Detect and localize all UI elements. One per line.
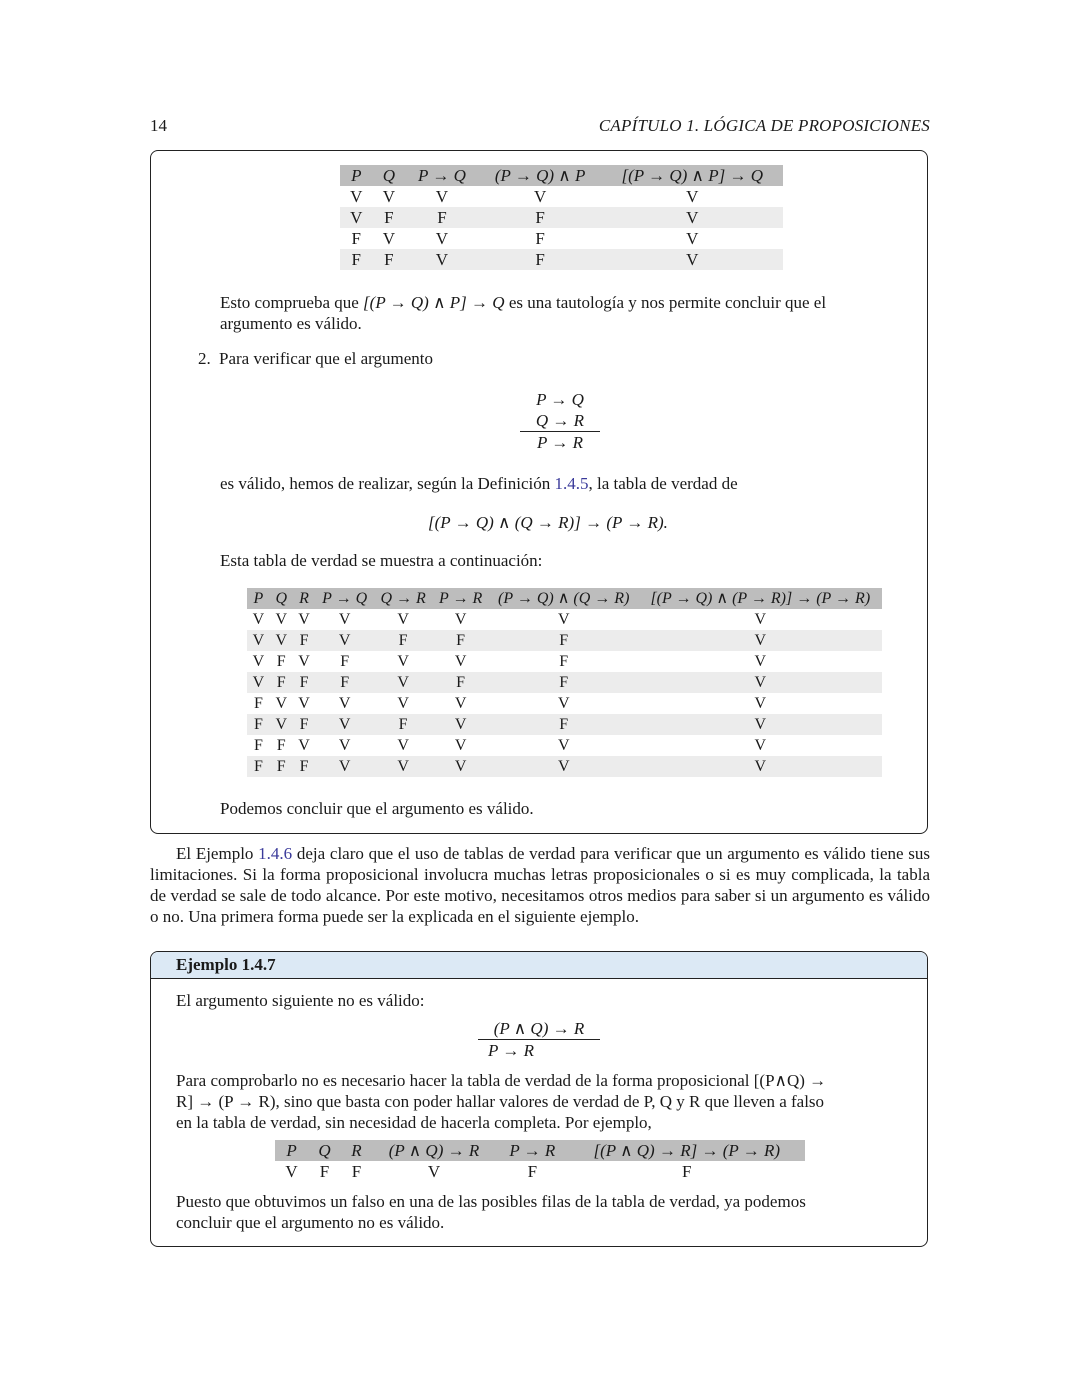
table-cell: F — [340, 653, 350, 670]
table-cell: V — [382, 187, 395, 206]
table-cell: V — [397, 653, 409, 670]
table-cell: V — [298, 611, 310, 628]
table-cell: V — [435, 229, 449, 248]
table-row — [340, 186, 783, 207]
table-cell: F — [270, 756, 293, 777]
table-cell: F — [559, 653, 569, 670]
table-row — [247, 630, 882, 651]
table-cell: V — [754, 737, 767, 754]
table-cell: V — [454, 737, 467, 754]
table-cell: V — [754, 695, 767, 712]
table-cell: F — [308, 1161, 341, 1182]
table-header-row — [247, 588, 882, 609]
truth-table-modus-ponens — [340, 165, 783, 270]
table-row — [247, 714, 882, 735]
column-header: Q — [373, 165, 406, 186]
table-cell: V — [270, 630, 293, 651]
table-cell: V — [397, 695, 409, 712]
list-item-2: 2. Para verificar que el argumento — [198, 349, 433, 368]
table-cell: F — [489, 672, 639, 693]
table-cell: F — [432, 672, 488, 693]
table-row — [247, 756, 882, 777]
table-cell: V — [432, 714, 488, 735]
table-cell: V — [397, 737, 409, 754]
argument-display — [478, 1018, 600, 1061]
final-conclusion: Podemos concluir que el argumento es válido. — [220, 799, 534, 818]
table-cell: V — [247, 672, 270, 693]
table-cell: F — [293, 672, 316, 693]
table-cell: V — [533, 187, 547, 206]
column-header: P → Q — [405, 165, 479, 186]
table-cell: V — [247, 630, 270, 651]
table-cell: V — [639, 714, 882, 735]
table-row — [275, 1161, 805, 1182]
column-header: (P → Q) ∧ P — [479, 165, 602, 186]
column-header: [(P ∧ Q) → R] → (P → R) — [569, 1140, 805, 1161]
table-cell: V — [270, 714, 293, 735]
table-cell: F — [340, 249, 373, 270]
table-cell: F — [373, 249, 406, 270]
table-cell: F — [276, 653, 286, 670]
table-row — [247, 651, 882, 672]
column-header: P — [340, 165, 373, 186]
table-cell: V — [315, 630, 373, 651]
table-row — [340, 228, 783, 249]
table-cell: V — [754, 653, 767, 670]
table-cell: F — [247, 756, 270, 777]
table-cell: F — [489, 714, 639, 735]
table-header-row — [340, 165, 783, 186]
table-cell: F — [373, 207, 406, 228]
table-cell: V — [639, 672, 882, 693]
column-header: R — [341, 1140, 372, 1161]
definition-link[interactable]: 1.4.5 — [554, 474, 589, 493]
table-cell: V — [405, 249, 479, 270]
table-cell: V — [435, 187, 449, 206]
table-cell: F — [293, 756, 316, 777]
table-cell: F — [253, 737, 263, 754]
table-row — [340, 207, 783, 228]
table-cell: F — [535, 229, 545, 248]
inline-formula: [(P → Q) ∧ P] → Q — [363, 293, 505, 312]
table-cell: V — [298, 653, 310, 670]
table-cell: V — [338, 695, 351, 712]
table-row — [247, 693, 882, 714]
table-cell: V — [601, 207, 783, 228]
table-cell: V — [374, 756, 433, 777]
table-cell: F — [341, 1161, 372, 1182]
table-row — [247, 672, 882, 693]
table-cell: V — [601, 249, 783, 270]
table-cell: F — [270, 672, 293, 693]
premise: (P ∧ Q) → R — [493, 1019, 585, 1038]
table-cell: V — [338, 737, 351, 754]
table-cell: V — [639, 756, 882, 777]
table-cell: F — [405, 207, 479, 228]
table-cell: V — [397, 611, 409, 628]
table-cell: F — [496, 1161, 568, 1182]
table-cell: V — [252, 653, 265, 670]
column-header: P → R — [432, 588, 488, 609]
table-header-row — [275, 1140, 805, 1161]
table-cell: F — [432, 630, 488, 651]
table-cell: V — [315, 714, 373, 735]
truth-table-hypothetical-syllogism — [247, 588, 882, 777]
conclusion: P → R — [520, 431, 600, 453]
table-cell: V — [315, 756, 373, 777]
table-cell: V — [639, 630, 882, 651]
example-explanation: Para comprobarlo no es necesario hacer la tabla de verdad de la forma proposicional [(P∧Q) → R] → (P → R), sino que basta con poder hallar valores de verdad de P, Q y R que lleven a falso en la tabla de verdad, sin necesidad de hacerla completa. Por ejemplo, — [176, 1071, 827, 1132]
definition-sentence: es válido, hemos de realizar, según la Definición 1.4.5, la tabla de verdad de — [220, 474, 738, 493]
table-cell: F — [351, 229, 362, 248]
running-header — [150, 116, 930, 140]
table-cell: F — [293, 630, 316, 651]
example-link[interactable]: 1.4.6 — [258, 844, 293, 863]
table-cell: V — [372, 1161, 496, 1182]
column-header: [(P → Q) ∧ P] → Q — [601, 165, 783, 186]
table-cell: F — [479, 207, 602, 228]
column-header: R — [293, 588, 316, 609]
table-cell: V — [340, 207, 373, 228]
table-row — [247, 609, 882, 630]
table-cell: V — [275, 695, 288, 712]
table-cell: V — [454, 653, 467, 670]
table-cell: F — [489, 630, 639, 651]
table-cell: V — [557, 611, 570, 628]
table-cell: V — [275, 1161, 308, 1182]
column-header: (P ∧ Q) → R — [372, 1140, 496, 1161]
example-intro: El argumento siguiente no es válido: — [176, 991, 425, 1010]
body-paragraph: El Ejemplo 1.4.6 deja claro que el uso de tablas de verdad para verificar que un argumento es válido tiene sus limitaciones. Si la forma proposicional involucra muchas letras proposicionales o si es muy complicada, la tabla de verdad se sale de todo alcance. Por este motivo, necesitamos otros medios para saber si un argumento es válido o no. Una primera forma puede ser la explicada en el siguiente ejemplo. — [150, 844, 930, 926]
premise: Q → R — [535, 411, 585, 430]
column-header: P — [247, 588, 270, 609]
table-cell: F — [569, 1161, 805, 1182]
table-cell: V — [489, 756, 639, 777]
column-header: P → R — [496, 1140, 568, 1161]
table-cell: F — [253, 695, 263, 712]
table-cell: V — [350, 187, 363, 206]
table-intro: Esta tabla de verdad se muestra a continuación: — [220, 551, 543, 570]
table-cell: V — [374, 672, 433, 693]
premise: P → Q — [536, 390, 584, 409]
table-row — [340, 249, 783, 270]
table-cell: V — [454, 695, 467, 712]
example-closing: Puesto que obtuvimos un falso en una de las posibles filas de la tabla de verdad, ya podemos concluir que el argumento no es válido. — [176, 1192, 806, 1232]
table-cell: F — [374, 714, 433, 735]
table-cell: F — [374, 630, 433, 651]
column-header: Q — [308, 1140, 341, 1161]
column-header: P → Q — [315, 588, 373, 609]
list-number: 2. — [198, 349, 211, 368]
table-cell: F — [247, 714, 270, 735]
table-cell: V — [557, 695, 570, 712]
table-cell: F — [315, 672, 373, 693]
conclusion: P → R — [478, 1039, 600, 1061]
counterexample-table — [275, 1140, 805, 1182]
table-cell: V — [432, 756, 488, 777]
table-cell: V — [454, 611, 467, 628]
table-cell: V — [298, 695, 310, 712]
chapter-title: CAPÍTULO 1. LÓGICA DE PROPOSICIONES — [598, 116, 930, 135]
table-cell: F — [276, 737, 286, 754]
table-cell: F — [293, 714, 316, 735]
table-cell: V — [252, 611, 265, 628]
column-header: (P → Q) ∧ (Q → R) — [489, 588, 639, 609]
column-header: [(P → Q) ∧ (P → R)] → (P → R) — [639, 588, 882, 609]
example-title: Ejemplo 1.4.7 — [151, 952, 927, 979]
argument-display — [520, 389, 600, 453]
column-header: Q — [270, 588, 293, 609]
table-cell: F — [479, 249, 602, 270]
column-header: P — [275, 1140, 308, 1161]
table-cell: V — [686, 229, 699, 248]
table-cell: V — [275, 611, 288, 628]
column-header: Q → R — [374, 588, 433, 609]
table-cell: V — [557, 737, 570, 754]
table-cell: V — [686, 187, 699, 206]
table-cell: V — [298, 737, 310, 754]
table-cell: V — [338, 611, 351, 628]
table-cell: V — [754, 611, 767, 628]
table-cell: V — [382, 229, 395, 248]
tautology-conclusion: Esto comprueba que [(P → Q) ∧ P] → Q es una tautología y nos permite concluir que el argumento es válido. — [220, 293, 827, 333]
display-formula: [(P → Q) ∧ (Q → R)] → (P → R). — [428, 513, 668, 532]
page-number: 14 — [150, 116, 167, 135]
table-row — [247, 735, 882, 756]
